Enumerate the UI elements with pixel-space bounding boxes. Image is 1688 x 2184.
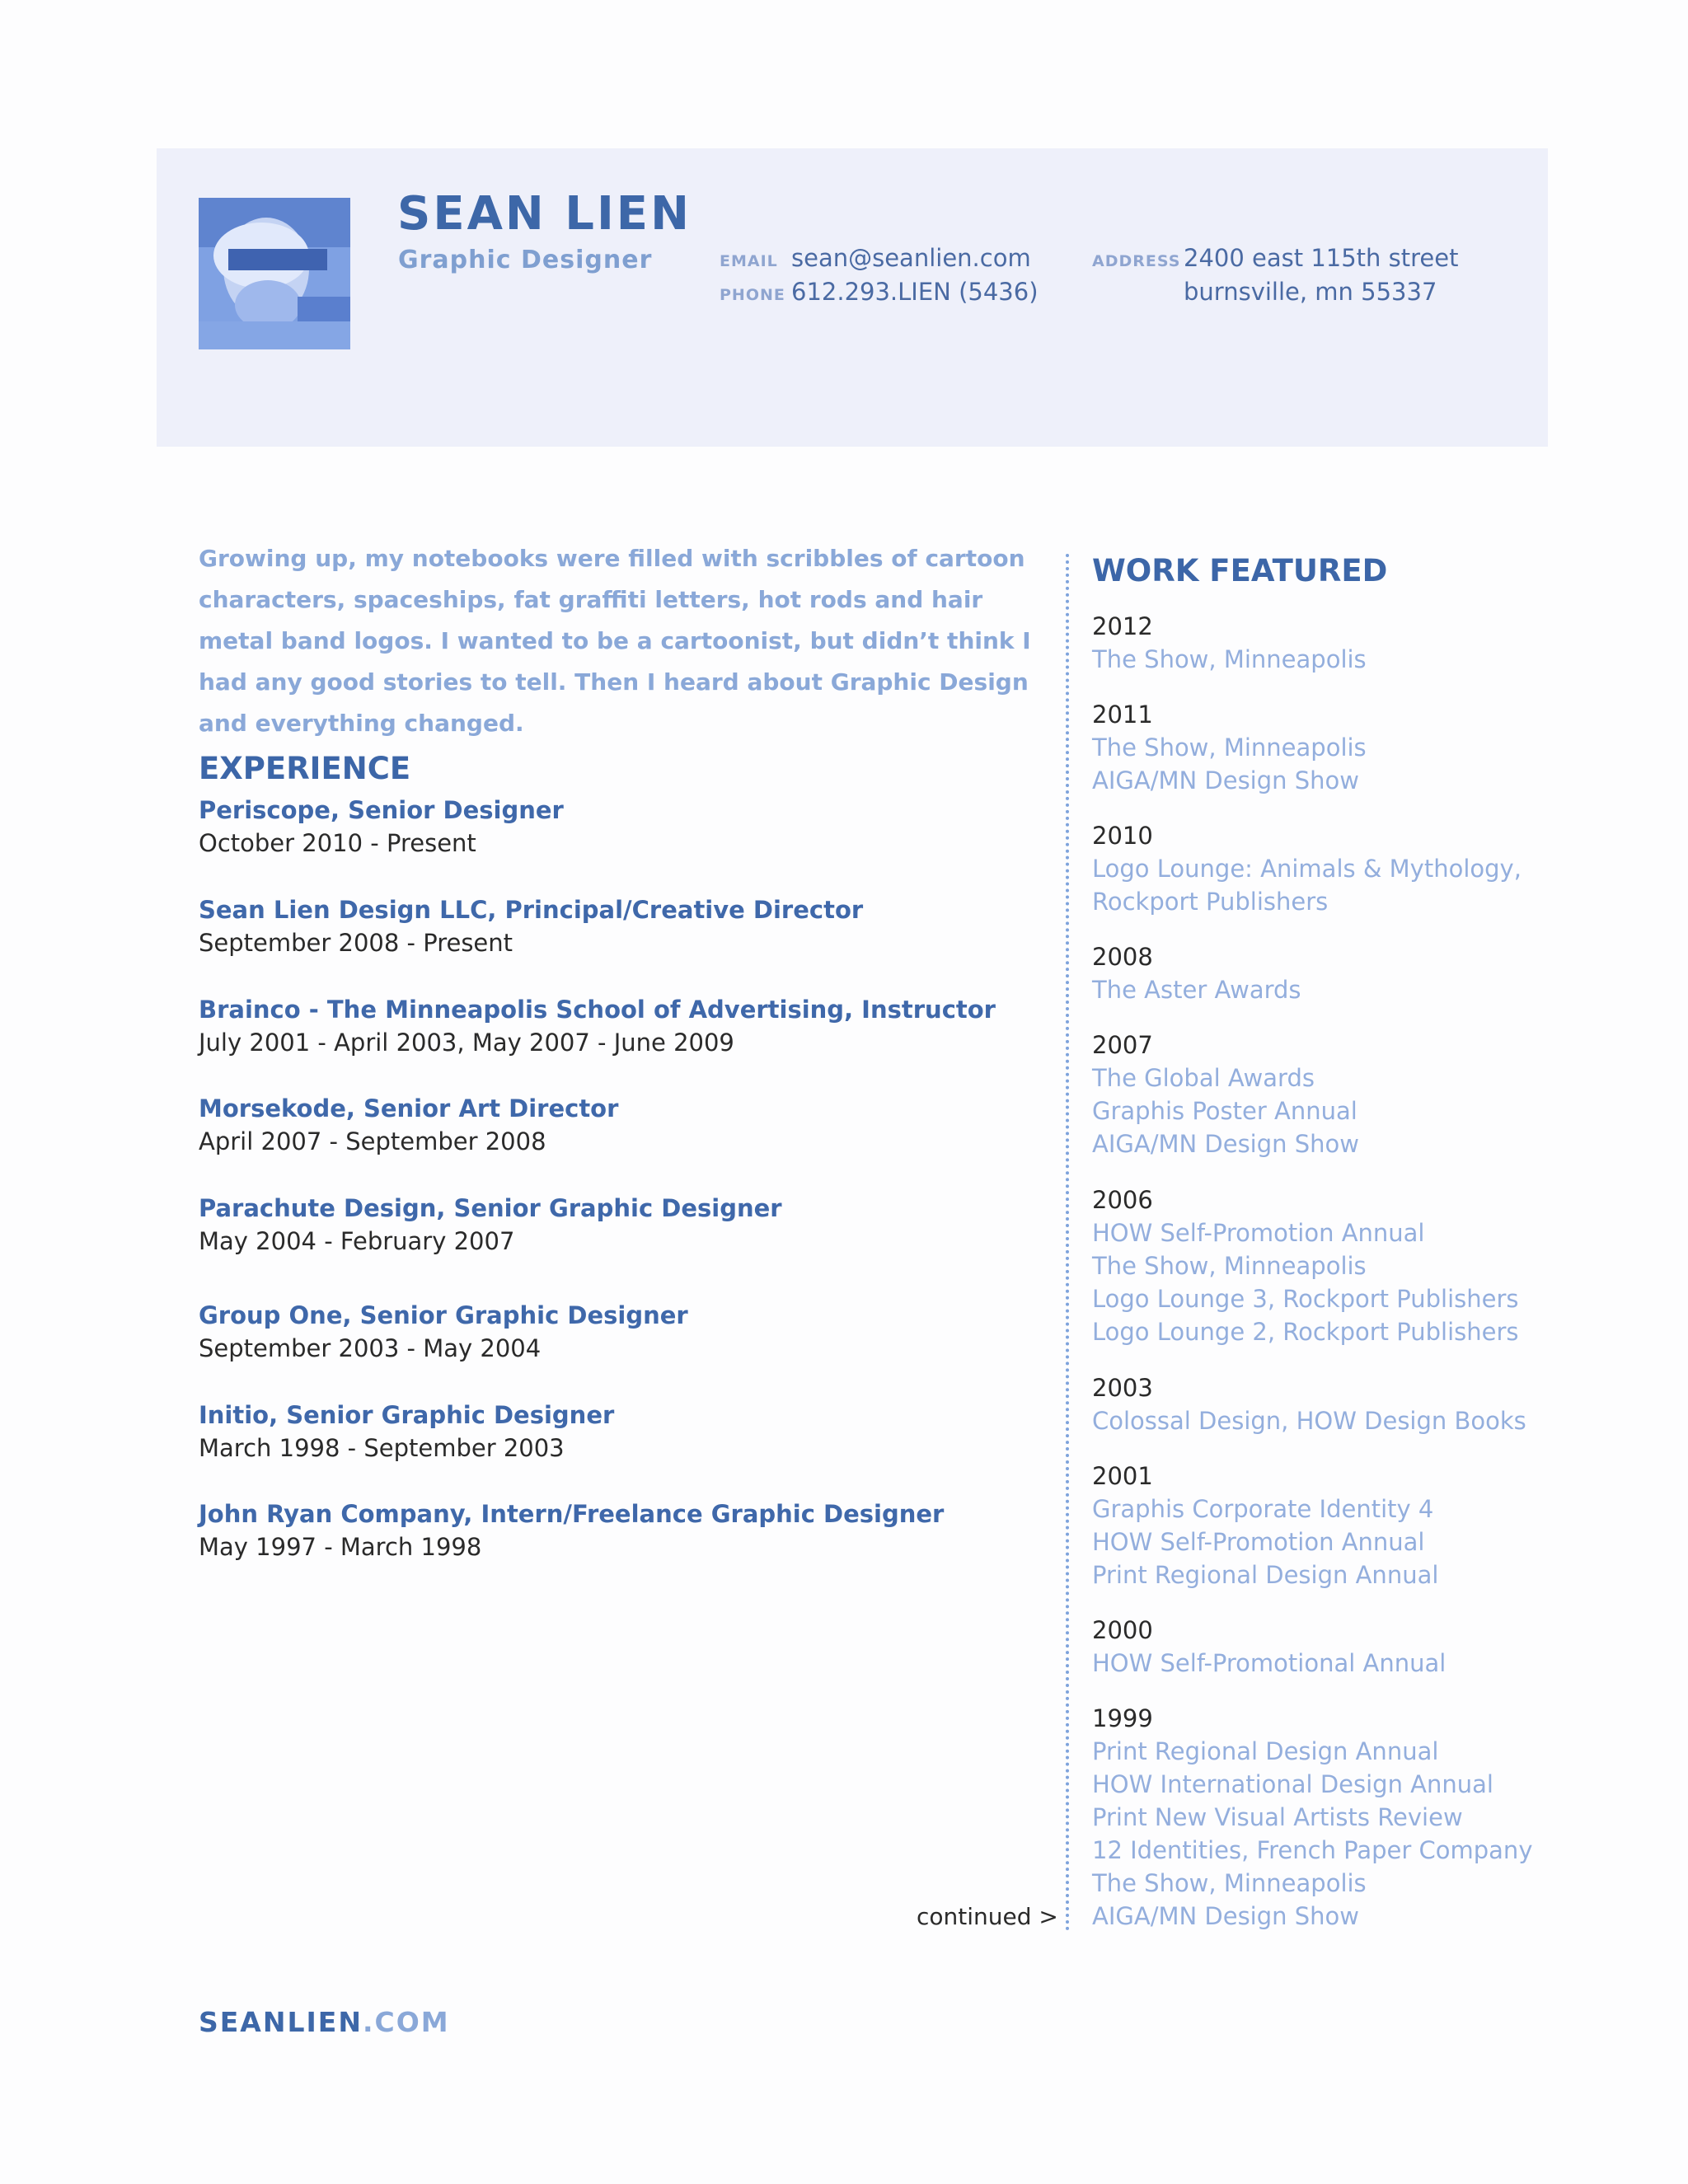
award-year: 2008 [1092,943,1153,971]
award-item: HOW International Design Annual [1092,1770,1493,1798]
award-year: 2010 [1092,822,1153,850]
award-item: Rockport Publishers [1092,888,1329,916]
experience-dates: May 1997 - March 1998 [199,1533,482,1561]
award-item: Print Regional Design Annual [1092,1561,1439,1589]
award-item: The Show, Minneapolis [1092,645,1367,673]
address-label: ADDRESS [1092,252,1181,270]
experience-role: Parachute Design, Senior Graphic Designer [199,1194,782,1222]
candidate-title: Graphic Designer [398,246,653,274]
award-item: Colossal Design, HOW Design Books [1092,1407,1526,1435]
footer-website-logo[interactable] [199,2006,450,2038]
continued-link[interactable]: continued > [917,1903,1058,1930]
experience-dates: October 2010 - Present [199,829,476,857]
award-item: Graphis Corporate Identity 4 [1092,1495,1434,1523]
email-label: EMAIL [720,252,778,270]
award-item: 12 Identities, French Paper Company [1092,1836,1533,1864]
award-item: Logo Lounge: Animals & Mythology, [1092,855,1522,883]
award-item: The Show, Minneapolis [1092,1252,1367,1280]
award-item: Logo Lounge 3, Rockport Publishers [1092,1285,1519,1313]
award-year: 2012 [1092,612,1153,640]
award-item: The Show, Minneapolis [1092,733,1367,762]
intro-paragraph: Growing up, my notebooks were filled with scribbles of cartoon characters, spaceships, fat graffiti letters, hot rods and hair metal band logos. I wanted to be a cartoonist, but didn’t think I had any good stories to tell. Then I heard about Graphic Design and everything changed. [199,545,1031,737]
footer-logo-name: SEANLIEN [199,2006,363,2038]
experience-dates: May 2004 - February 2007 [199,1227,515,1255]
experience-dates: July 2001 - April 2003, May 2007 - June 2009 [199,1029,734,1057]
award-year: 2011 [1092,701,1153,729]
phone-label: PHONE [720,286,785,304]
award-item: The Aster Awards [1092,976,1301,1004]
award-item: AIGA/MN Design Show [1092,766,1359,794]
award-item: HOW Self-Promotional Annual [1092,1649,1447,1677]
email-link[interactable]: sean@seanlien.com [791,244,1031,272]
footer-logo-tld: .COM [362,2006,450,2038]
award-item: AIGA/MN Design Show [1092,1902,1359,1930]
award-year: 1999 [1092,1704,1153,1732]
address-line-2: burnsville, mn 55337 [1184,278,1437,306]
column-divider [1066,554,1069,1932]
award-item: Print New Visual Artists Review [1092,1803,1463,1831]
award-year: 2000 [1092,1616,1153,1644]
award-year: 2007 [1092,1031,1153,1059]
experience-dates: March 1998 - September 2003 [199,1434,565,1462]
work-featured-heading: WORK FEATURED [1092,553,1388,588]
award-year: 2001 [1092,1462,1153,1490]
experience-role: Group One, Senior Graphic Designer [199,1301,688,1329]
award-item: Logo Lounge 2, Rockport Publishers [1092,1318,1519,1346]
award-item: HOW Self-Promotion Annual [1092,1528,1425,1556]
award-item: Graphis Poster Annual [1092,1097,1357,1125]
candidate-name: SEAN LIEN [397,187,692,241]
award-item: HOW Self-Promotion Annual [1092,1219,1425,1247]
experience-role: Sean Lien Design LLC, Principal/Creative Director [199,896,864,924]
award-item: The Global Awards [1092,1064,1315,1092]
award-year: 2003 [1092,1374,1153,1402]
experience-role: Morsekode, Senior Art Director [199,1094,619,1122]
phone-number: 612.293.LIEN (5436) [791,278,1039,306]
award-item: The Show, Minneapolis [1092,1869,1367,1897]
experience-dates: April 2007 - September 2008 [199,1127,546,1155]
experience-heading: EXPERIENCE [199,751,411,786]
experience-role: John Ryan Company, Intern/Freelance Graphic Designer [199,1500,945,1528]
award-year: 2006 [1092,1186,1153,1214]
profile-photo [199,198,350,349]
experience-dates: September 2008 - Present [199,929,513,957]
experience-role: Brainco - The Minneapolis School of Advertising, Instructor [199,996,996,1024]
award-item: AIGA/MN Design Show [1092,1130,1359,1158]
address-line-1: 2400 east 115th street [1184,244,1459,272]
experience-role: Initio, Senior Graphic Designer [199,1401,615,1429]
award-item: Print Regional Design Annual [1092,1737,1439,1765]
experience-role: Periscope, Senior Designer [199,796,564,824]
experience-dates: September 2003 - May 2004 [199,1334,542,1362]
